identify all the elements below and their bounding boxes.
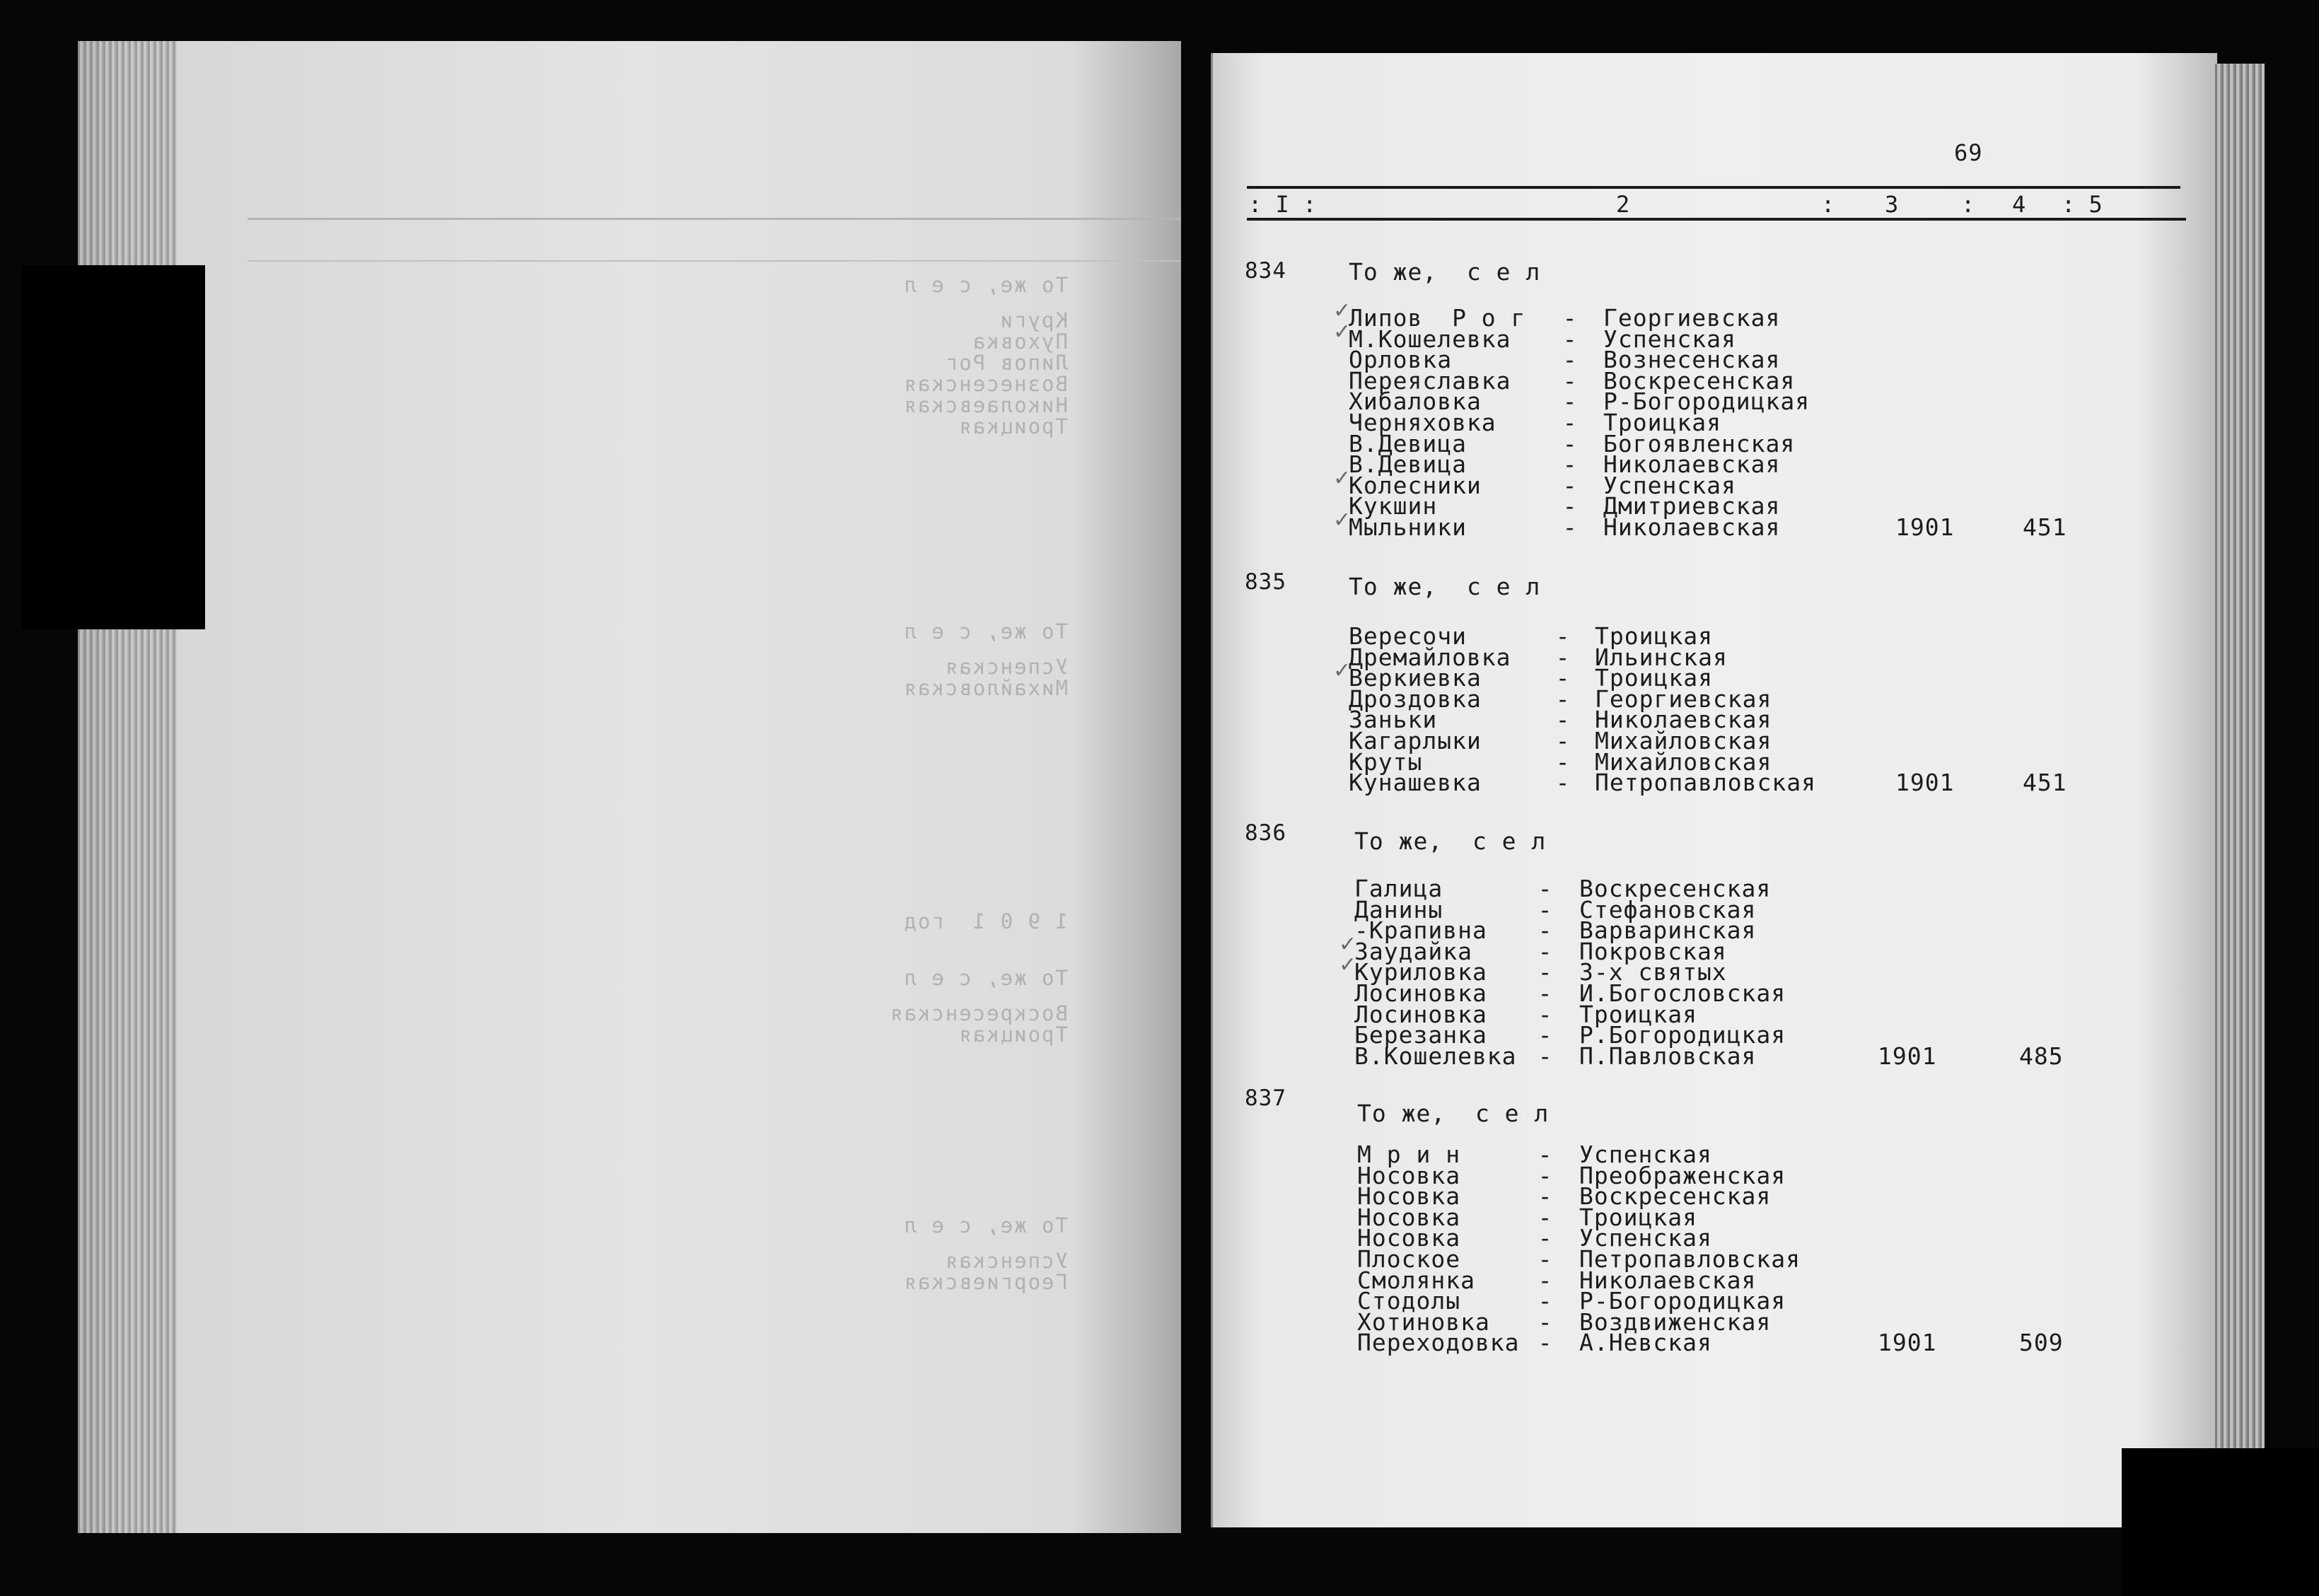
page-number: 69 (1954, 139, 1983, 166)
year-value: 1901 (1895, 769, 1955, 797)
entry-heading: То же, с е л (1349, 258, 1541, 286)
year-value: 1901 (1878, 1329, 1937, 1357)
bleed-heading: То же, с е л (902, 966, 1068, 990)
pencil-check-mark: ✓ (1339, 931, 1357, 957)
village-name: Носовка (1357, 1161, 1461, 1189)
separator-dash: - (1562, 492, 1578, 520)
column-separator: : (1961, 191, 1975, 218)
separator-dash: - (1538, 1245, 1553, 1273)
village-name: Смолянка (1357, 1266, 1475, 1294)
pencil-check-mark: ✓ (1333, 319, 1352, 344)
separator-dash: - (1562, 388, 1578, 416)
pencil-check-mark: ✓ (1339, 953, 1357, 978)
table-header-top-rule (1247, 186, 2180, 189)
separator-dash: - (1538, 1161, 1553, 1189)
separator-dash: - (1538, 1042, 1553, 1070)
separator-dash: - (1562, 346, 1578, 374)
church-name: Георгиевская (1603, 304, 1781, 332)
separator-dash: - (1538, 937, 1553, 965)
church-name: Успенская (1579, 1224, 1712, 1252)
church-name: Воздвиженская (1579, 1307, 1772, 1336)
separator-dash: - (1562, 450, 1578, 479)
pencil-check-mark: ✓ (1333, 465, 1352, 491)
separator-dash: - (1562, 471, 1578, 499)
church-name: П.Павловская (1579, 1042, 1757, 1070)
village-name: Куриловка (1354, 958, 1487, 986)
year-value: 1901 (1878, 1042, 1937, 1070)
separator-dash: - (1555, 622, 1571, 650)
column-5-value: 485 (2019, 1042, 2064, 1070)
column-5-value: 509 (2019, 1329, 2064, 1357)
church-name: Р.Богородицкая (1579, 1021, 1786, 1049)
village-name: В.Девица (1349, 429, 1467, 458)
bleed-line: Николаевская (902, 393, 1068, 417)
separator-dash: - (1562, 325, 1578, 353)
church-name: Воскресенская (1579, 1182, 1772, 1211)
church-name: Георгиевская (1595, 685, 1772, 713)
church-name: Стефановская (1579, 895, 1757, 924)
pencil-check-mark: ✓ (1333, 508, 1352, 532)
village-name: Хотиновка (1357, 1307, 1490, 1336)
bleed-heading: То же, с е л (902, 1213, 1068, 1237)
entry-number: 836 (1245, 820, 1286, 846)
church-name: Михайловская (1595, 727, 1772, 755)
right-page (1211, 53, 2217, 1527)
church-name: Успенская (1603, 471, 1736, 499)
black-corner-tab (2122, 1448, 2319, 1596)
column-separator: : (1821, 191, 1835, 218)
village-name: М р и н (1357, 1141, 1461, 1168)
village-name: Кагарлыки (1349, 727, 1482, 755)
separator-dash: - (1538, 1141, 1553, 1168)
church-name: Воскресенская (1603, 366, 1796, 395)
right-page-edge (2215, 64, 2265, 1520)
bleed-line: Круги (999, 308, 1068, 332)
village-name: -Крапивна (1354, 916, 1487, 945)
separator-dash: - (1538, 895, 1553, 924)
separator-dash: - (1538, 875, 1553, 902)
village-name: В.Кошелевка (1354, 1042, 1517, 1070)
village-name: М.Кошелевка (1349, 325, 1511, 353)
village-name: Носовка (1357, 1224, 1461, 1252)
church-name: Николаевская (1595, 706, 1772, 734)
column-5-value: 451 (2023, 513, 2067, 541)
separator-dash: - (1562, 366, 1578, 395)
village-name: Липов Р о г (1349, 304, 1526, 332)
church-name: И.Богословская (1579, 979, 1786, 1007)
village-name: Переходовка (1357, 1329, 1520, 1357)
church-name: Троицкая (1595, 664, 1713, 692)
church-name: Р-Богородицкая (1603, 388, 1811, 416)
village-name: Лосиновка (1354, 1000, 1487, 1028)
separator-dash: - (1538, 1000, 1553, 1028)
bleed-line: Липов Рог (943, 351, 1068, 375)
bleed-line: Успенская (943, 1249, 1068, 1273)
church-name: Успенская (1579, 1141, 1712, 1168)
separator-dash: - (1538, 1266, 1553, 1294)
separator-dash: - (1562, 513, 1578, 541)
separator-dash: - (1538, 1021, 1553, 1049)
bleed-line: Георгиевская (902, 1270, 1068, 1294)
column-header-2: 2 (1616, 191, 1630, 218)
separator-dash: - (1538, 1307, 1553, 1336)
village-name: Носовка (1357, 1182, 1461, 1211)
pencil-check-mark: ✓ (1333, 658, 1352, 684)
village-name: Дремайловка (1349, 643, 1511, 671)
year-value: 1901 (1895, 513, 1955, 541)
church-name: Успенская (1603, 325, 1736, 353)
entry-number: 835 (1245, 569, 1286, 595)
church-name: Р-Богородицкая (1579, 1287, 1786, 1315)
entry-number: 837 (1245, 1085, 1286, 1111)
church-name: Петропавловская (1579, 1245, 1801, 1273)
church-name: Троицкая (1579, 1000, 1697, 1028)
bleed-line: Пуховка (971, 330, 1068, 354)
village-name: Галица (1354, 875, 1443, 902)
column-header-4: 4 (2012, 191, 2026, 218)
separator-dash: - (1538, 958, 1553, 986)
separator-dash: - (1555, 664, 1571, 692)
village-name: Плоское (1357, 1245, 1461, 1273)
bleed-line: Вознесенская (902, 372, 1068, 396)
separator-dash: - (1562, 409, 1578, 436)
village-name: Лосиновка (1354, 979, 1487, 1007)
bleed-through-text (78, 41, 1181, 1533)
separator-dash: - (1538, 979, 1553, 1007)
entry-number: 834 (1245, 258, 1286, 284)
village-name: Веркиевка (1349, 664, 1482, 692)
column-header-5: : 5 (2062, 191, 2103, 218)
separator-dash: - (1562, 304, 1578, 332)
separator-dash: - (1555, 643, 1571, 671)
separator-dash: - (1555, 747, 1571, 776)
bleed-line: Михайловская (902, 676, 1068, 700)
village-name: Носовка (1357, 1203, 1461, 1231)
column-header-3: 3 (1885, 191, 1899, 218)
entry-heading: То же, с е л (1354, 827, 1547, 855)
black-binding-tab (21, 265, 205, 629)
church-name: Троицкая (1603, 409, 1721, 436)
table-header-bottom-rule (1247, 218, 2186, 221)
separator-dash: - (1538, 1182, 1553, 1211)
entry-heading: То же, с е л (1349, 573, 1541, 600)
left-page (78, 41, 1181, 1533)
village-name: Заньки (1349, 706, 1438, 734)
bleed-line: Воскресенская (889, 1001, 1068, 1025)
bleed-heading: То же, с е л (902, 273, 1068, 297)
village-name: Переяславка (1349, 366, 1511, 395)
village-name: Хибаловка (1349, 388, 1482, 416)
separator-dash: - (1555, 769, 1571, 797)
bleed-line: Троицкая (958, 414, 1068, 438)
village-name: Заудайка (1354, 937, 1472, 965)
village-name: Мыльники (1349, 513, 1467, 541)
separator-dash: - (1555, 685, 1571, 713)
village-name: Данины (1354, 895, 1443, 924)
church-name: Николаевская (1603, 513, 1781, 541)
bleed-year-title: 1 9 0 1 год (902, 909, 1068, 933)
entry-heading: То же, с е л (1357, 1100, 1550, 1127)
village-name: Орловка (1349, 346, 1453, 374)
church-name: Покровская (1579, 937, 1727, 965)
village-name: Колесники (1349, 471, 1482, 499)
church-name: Петропавловская (1595, 769, 1817, 797)
bleed-heading: То же, с е л (902, 619, 1068, 643)
separator-dash: - (1538, 1203, 1553, 1231)
village-name: Черняховка (1349, 409, 1496, 436)
church-name: Троицкая (1579, 1203, 1697, 1231)
pencil-check-mark: ✓ (1333, 298, 1352, 323)
church-name: Вознесенская (1603, 346, 1781, 374)
church-name: 3-х святых (1579, 958, 1727, 986)
separator-dash: - (1538, 1329, 1553, 1357)
church-name: Ильинская (1595, 643, 1728, 671)
church-name: Воскресенская (1579, 875, 1772, 902)
village-name: Вересочи (1349, 622, 1467, 650)
church-name: Николаевская (1579, 1266, 1757, 1294)
church-name: Преображенская (1579, 1161, 1786, 1189)
separator-dash: - (1555, 727, 1571, 755)
column-5-value: 451 (2023, 769, 2067, 797)
church-name: Троицкая (1595, 622, 1713, 650)
church-name: Дмитриевская (1603, 492, 1781, 520)
village-name: В.Девица (1349, 450, 1467, 479)
village-name: Дроздовка (1349, 685, 1482, 713)
village-name: Березанка (1354, 1021, 1487, 1049)
church-name: А.Невская (1579, 1329, 1712, 1357)
church-name: Богоявленская (1603, 429, 1796, 458)
village-name: Кукшин (1349, 492, 1438, 520)
separator-dash: - (1562, 429, 1578, 458)
village-name: Круты (1349, 747, 1423, 776)
church-name: Варваринская (1579, 916, 1757, 945)
bleed-line: Троицкая (958, 1023, 1068, 1047)
church-name: Николаевская (1603, 450, 1781, 479)
column-header-1: : I : (1248, 191, 1317, 218)
church-name: Михайловская (1595, 747, 1772, 776)
bleed-line: Успенская (943, 655, 1068, 679)
separator-dash: - (1538, 1287, 1553, 1315)
separator-dash: - (1555, 706, 1571, 734)
village-name: Кунашевка (1349, 769, 1482, 797)
separator-dash: - (1538, 916, 1553, 945)
village-name: Стодолы (1357, 1287, 1461, 1315)
separator-dash: - (1538, 1224, 1553, 1252)
